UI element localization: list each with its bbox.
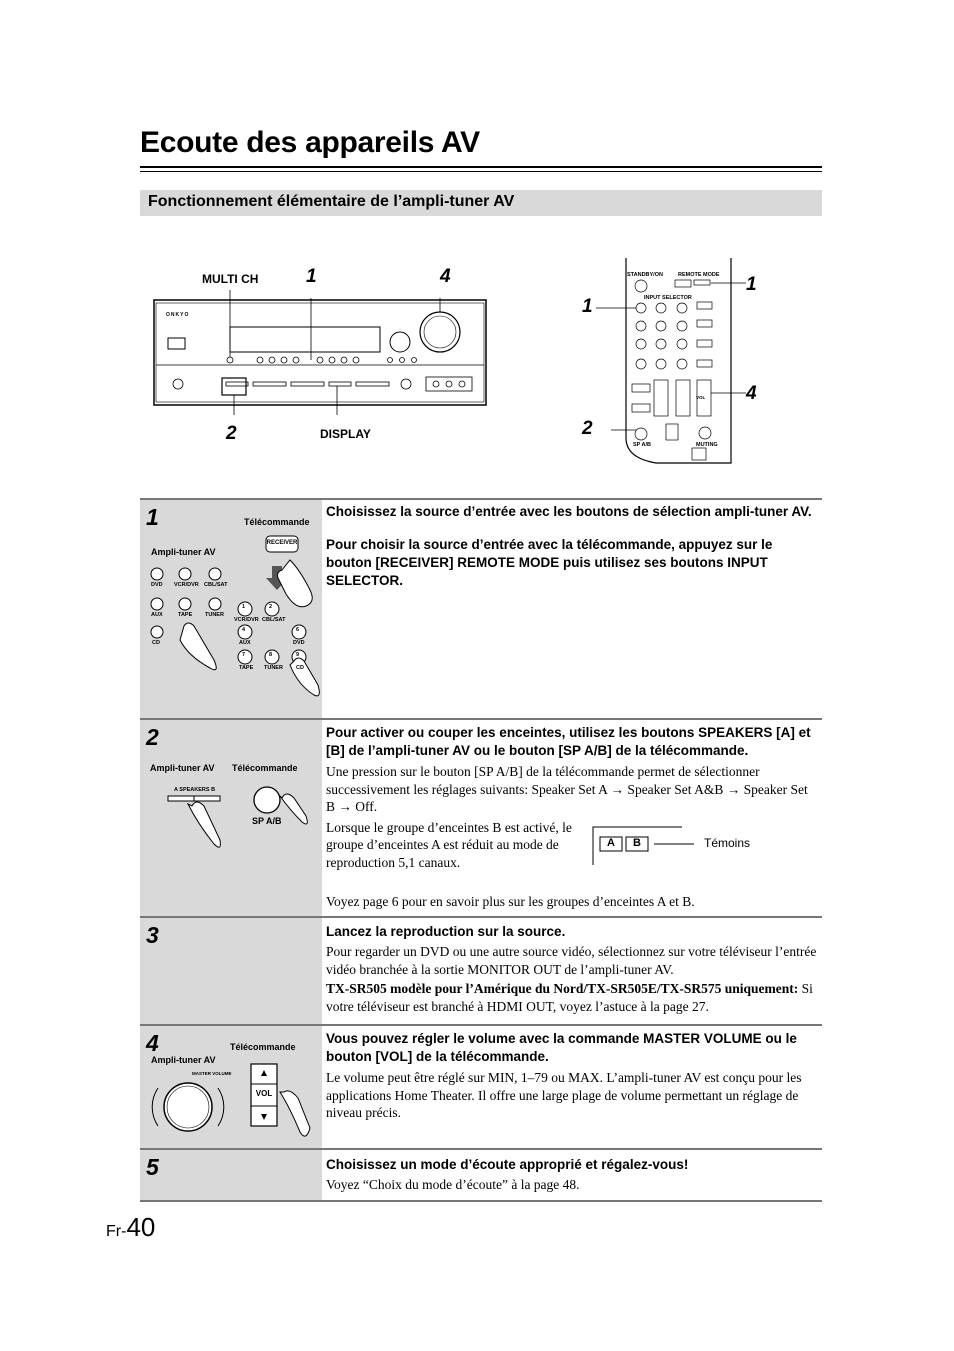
callout-2-front: 2 bbox=[226, 423, 237, 444]
step-1-buttons-drawing bbox=[140, 500, 322, 718]
step-3-body-2: Si votre téléviseur est branché à HDMI OUT, voyez l’astuce à la page 27. bbox=[326, 981, 813, 1014]
step-1-number: 1 bbox=[146, 504, 159, 530]
step-1-heading: Choisissez la source d’entrée avec les boutons de sélection ampli-tuner AV. bbox=[326, 504, 812, 519]
remote-key-7: 7 bbox=[242, 652, 246, 658]
step-2-heading: Pour activer ou couper les enceintes, utilisez les boutons SPEAKERS [A] et [B] de l’ampli-tuner AV ou le bouton [SP A/B] de la télécommande. bbox=[326, 725, 811, 758]
front-btn-tuner: TUNER bbox=[205, 612, 224, 618]
remote-key-4: 4 bbox=[242, 627, 246, 633]
step-4-text bbox=[326, 1030, 820, 1122]
step-1-heading-remote: Pour choisir la source d’entrée avec la télécommande, appuyez sur le bouton [RECEIVER] REMOTE MODE puis utilisez ses boutons INPUT SELECTOR. bbox=[326, 537, 773, 588]
remote-standby-label: STANDBY/ON bbox=[627, 272, 663, 278]
step-2-body-3: Voyez page 6 pour en savoir plus sur les groupes d’enceintes A et B. bbox=[326, 894, 695, 909]
front-btn-aux: AUX bbox=[151, 612, 163, 618]
remote-key-8-label: TUNER bbox=[264, 665, 283, 671]
remote-key-8: 8 bbox=[269, 652, 273, 658]
speakers-ab-label: A SPEAKERS B bbox=[174, 787, 216, 793]
step-3-number: 3 bbox=[146, 922, 159, 948]
step-4-receiver-label: Ampli-tuner AV bbox=[151, 1055, 216, 1065]
steps-bottom-rule bbox=[140, 1200, 822, 1202]
step-5-number: 5 bbox=[146, 1154, 159, 1180]
callout-2-remote: 2 bbox=[582, 418, 593, 439]
step-2-illustration-panel bbox=[140, 720, 322, 916]
remote-key-7-label: TAPE bbox=[239, 665, 254, 671]
step-4-body-1: Le volume peut être réglé sur MIN, 1–79 ou MAX. L’ampli-tuner AV est conçu pour les applications Home Theater. Il offre une large plage de volume permettant un réglage de niveau précis. bbox=[326, 1070, 802, 1120]
remote-mode-label: REMOTE MODE bbox=[678, 272, 720, 278]
remote-muting-label: MUTING bbox=[696, 442, 718, 448]
callout-1-remote-left: 1 bbox=[582, 296, 593, 317]
sp-ab-button-label: SP A/B bbox=[252, 816, 282, 826]
step-3-text bbox=[326, 923, 820, 1015]
speaker-indicators bbox=[592, 826, 772, 866]
step-2-remote-label: Télécommande bbox=[232, 763, 298, 773]
remote-vol-label: VOL bbox=[696, 395, 706, 400]
step-2-number: 2 bbox=[146, 724, 159, 750]
page-number-prefix: Fr- bbox=[106, 1223, 127, 1240]
receiver-mode-button-label: RECEIVER bbox=[266, 540, 298, 546]
display-label: DISPLAY bbox=[320, 427, 371, 441]
front-btn-dvd: DVD bbox=[151, 582, 163, 588]
remote-input-selector-label: INPUT SELECTOR bbox=[644, 295, 692, 301]
remote-figure bbox=[596, 258, 756, 468]
multi-ch-label: MULTI CH bbox=[202, 272, 259, 286]
remote-key-9-label: CD bbox=[296, 665, 304, 671]
remote-key-4-label: AUX bbox=[239, 640, 251, 646]
remote-key-6-label: DVD bbox=[293, 640, 305, 646]
step-4-volume-drawing bbox=[140, 1026, 322, 1148]
step-4-number: 4 bbox=[146, 1030, 159, 1056]
indicator-a: A bbox=[607, 837, 615, 849]
step-1-illustration-panel bbox=[140, 500, 322, 718]
step-3-body-1: Pour regarder un DVD ou une autre source vidéo, sélectionnez sur votre téléviseur l’entrée vidéo branchée à la sortie MONITOR OUT de l’ampli-tuner AV. bbox=[326, 944, 817, 977]
remote-key-9: 9 bbox=[296, 652, 300, 658]
remote-key-1-label: VCR/DVR bbox=[234, 617, 259, 623]
title-rule-thin bbox=[140, 171, 822, 172]
step-2-text bbox=[326, 724, 820, 911]
step-5-text bbox=[326, 1156, 820, 1194]
step-2-body-1: Une pression sur le bouton [SP A/B] de la télécommande permet de sélectionner successivement les réglages suivants: Speaker Set A → Speaker Set A&B → Speaker Set B → Off. bbox=[326, 764, 808, 814]
page-number bbox=[106, 1212, 155, 1243]
front-btn-vcr-dvr: VCR/DVR bbox=[174, 582, 199, 588]
step-5-body-1: Voyez “Choix du mode d’écoute” à la page 48. bbox=[326, 1177, 580, 1192]
step-3-heading: Lancez la reproduction sur la source. bbox=[326, 924, 566, 939]
front-btn-tape: TAPE bbox=[178, 612, 193, 618]
step-2-receiver-label: Ampli-tuner AV bbox=[150, 763, 215, 773]
callout-1-front: 1 bbox=[306, 266, 317, 287]
indicator-b: B bbox=[633, 837, 641, 849]
step-2-body-2: Lorsque le groupe d’enceintes B est activé, le groupe d’enceintes A est réduit au mode de reproduction 5,1 canaux. bbox=[326, 819, 572, 870]
remote-key-2-label: CBL/SAT bbox=[262, 617, 286, 623]
remote-key-1: 1 bbox=[242, 604, 246, 610]
step-3-illustration-panel bbox=[140, 918, 322, 1024]
callout-4-front: 4 bbox=[440, 266, 451, 287]
remote-illustration bbox=[596, 258, 756, 468]
receiver-front-figure bbox=[150, 290, 490, 415]
step-2-buttons-drawing bbox=[140, 720, 322, 916]
step-4-illustration-panel bbox=[140, 1026, 322, 1148]
section-header bbox=[140, 190, 822, 216]
page-title: Ecoute des appareils AV bbox=[140, 126, 480, 159]
callout-1-remote-right: 1 bbox=[746, 274, 757, 295]
front-btn-cbl-sat: CBL/SAT bbox=[204, 582, 228, 588]
section-title: Fonctionnement élémentaire de l’ampli-tuner AV bbox=[148, 193, 515, 210]
page-number-value: 40 bbox=[126, 1212, 156, 1242]
title-rule bbox=[140, 166, 822, 168]
step-3-body-2-bold: TX-SR505 modèle pour l’Amérique du Nord/TX-SR505E/TX-SR575 uniquement: bbox=[326, 981, 799, 996]
step-5-illustration-panel bbox=[140, 1150, 322, 1200]
remote-key-2: 2 bbox=[269, 604, 273, 610]
step-4-heading: Vous pouvez régler le volume avec la commande MASTER VOLUME ou le bouton [VOL] de la télécommande. bbox=[326, 1031, 797, 1064]
indicator-label: Témoins bbox=[704, 836, 751, 850]
receiver-front-illustration bbox=[150, 290, 490, 415]
step-4-remote-label: Télécommande bbox=[230, 1042, 296, 1052]
remote-sp-ab-label: SP A/B bbox=[633, 442, 652, 448]
remote-key-6: 6 bbox=[296, 627, 300, 633]
step-1-receiver-label: Ampli-tuner AV bbox=[151, 547, 216, 557]
brand-logo: ONKYO bbox=[166, 312, 190, 318]
master-volume-label: MASTER VOLUME bbox=[192, 1071, 232, 1076]
callout-4-remote: 4 bbox=[746, 383, 757, 404]
step-5-heading: Choisissez un mode d’écoute approprié et régalez-vous! bbox=[326, 1157, 689, 1172]
step-1-text bbox=[326, 503, 820, 590]
step-1-remote-label: Télécommande bbox=[244, 517, 310, 527]
front-btn-cd: CD bbox=[152, 640, 160, 646]
vol-button-label: VOL bbox=[255, 1089, 273, 1098]
